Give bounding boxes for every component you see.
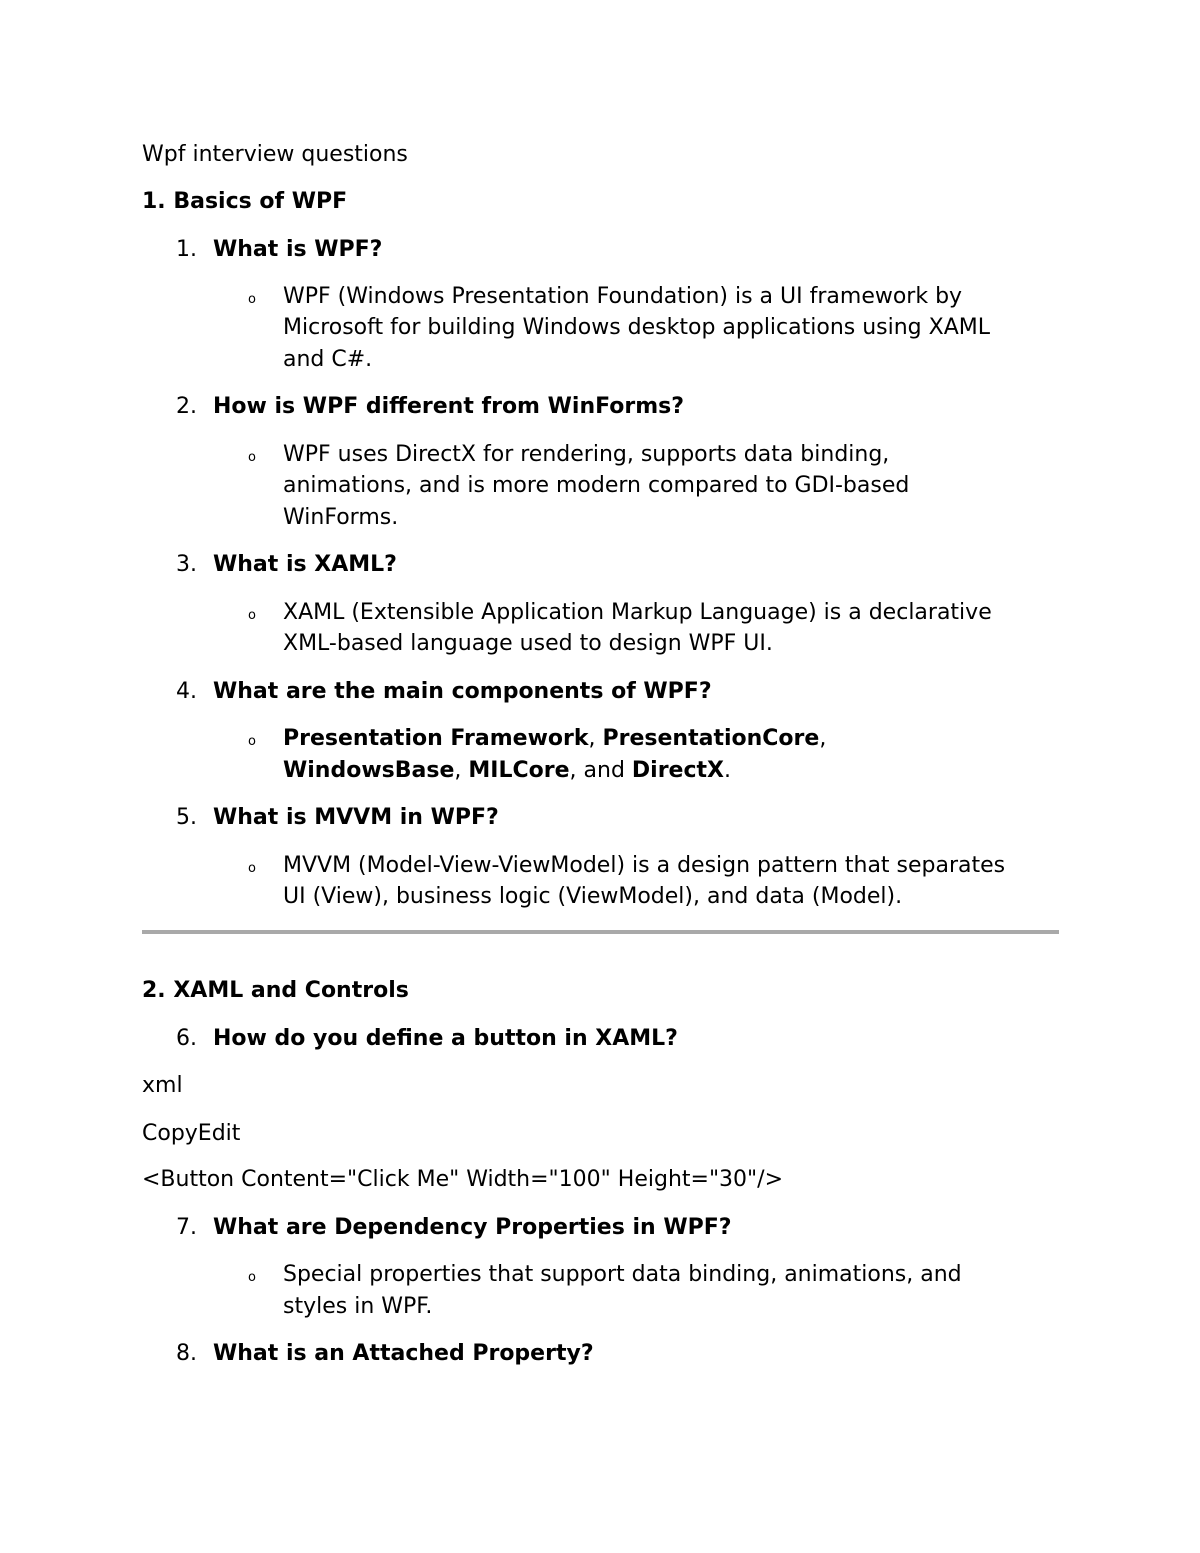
horizontal-divider — [142, 930, 1059, 934]
question-text: How is WPF different from WinForms? — [213, 394, 684, 419]
document-title: Wpf interview questions — [142, 142, 408, 167]
question-number: 8. — [176, 1341, 197, 1366]
question-text: What are Dependency Properties in WPF? — [213, 1215, 732, 1240]
answer-line: XML-based language used to design WPF UI. — [283, 631, 773, 656]
section-heading: 1. Basics of WPF — [142, 189, 348, 214]
answer-line: WinForms. — [283, 505, 399, 530]
code-language-label: xml — [142, 1073, 183, 1098]
bullet-icon: o — [248, 1270, 256, 1285]
question-number: 1. — [176, 237, 197, 262]
question-text: What is XAML? — [213, 552, 397, 577]
answer-line — [283, 723, 826, 755]
question-text: What are the main components of WPF? — [213, 679, 712, 704]
question-text: How do you define a button in XAML? — [213, 1026, 678, 1051]
bullet-icon: o — [248, 608, 256, 623]
component-name: PresentationCore — [602, 726, 820, 751]
answer-line — [283, 755, 731, 787]
component-name: WindowsBase — [283, 758, 455, 783]
answer-line: animations, and is more modern compared to GDI-based — [283, 473, 910, 498]
separator: . — [724, 758, 731, 783]
question-text: What is WPF? — [213, 237, 383, 262]
question-number: 4. — [176, 679, 197, 704]
separator: , — [588, 726, 603, 751]
answer-line: MVVM (Model-View-ViewModel) is a design pattern that separates — [283, 853, 1006, 878]
answer-line: Special properties that support data binding, animations, and — [283, 1262, 962, 1287]
bullet-icon: o — [248, 450, 256, 465]
copy-edit-link[interactable]: CopyEdit — [142, 1121, 241, 1146]
answer-line: WPF uses DirectX for rendering, supports data binding, — [283, 442, 890, 467]
question-number: 6. — [176, 1026, 197, 1051]
question-number: 7. — [176, 1215, 197, 1240]
component-name: Presentation Framework — [283, 726, 589, 751]
separator: , — [819, 726, 827, 751]
answer-line: XAML (Extensible Application Markup Language) is a declarative — [283, 600, 992, 625]
answer-line: styles in WPF. — [283, 1294, 433, 1319]
bullet-icon: o — [248, 292, 256, 307]
answer-line: and C#. — [283, 347, 373, 372]
question-number: 3. — [176, 552, 197, 577]
bullet-icon: o — [248, 734, 256, 749]
component-name: DirectX — [631, 758, 724, 783]
separator: , and — [569, 758, 632, 783]
question-text: What is an Attached Property? — [213, 1341, 594, 1366]
separator: , — [454, 758, 469, 783]
answer-line: WPF (Windows Presentation Foundation) is a UI framework by — [283, 284, 963, 309]
answer-line: Microsoft for building Windows desktop applications using XAML — [283, 315, 990, 340]
code-snippet: <Button Content="Click Me" Width="100" Height="30"/> — [142, 1167, 784, 1192]
question-number: 2. — [176, 394, 197, 419]
bullet-icon: o — [248, 861, 256, 876]
component-name: MILCore — [468, 758, 570, 783]
section-heading: 2. XAML and Controls — [142, 978, 409, 1003]
question-text: What is MVVM in WPF? — [213, 805, 499, 830]
answer-line: UI (View), business logic (ViewModel), and data (Model). — [283, 884, 903, 909]
question-number: 5. — [176, 805, 197, 830]
